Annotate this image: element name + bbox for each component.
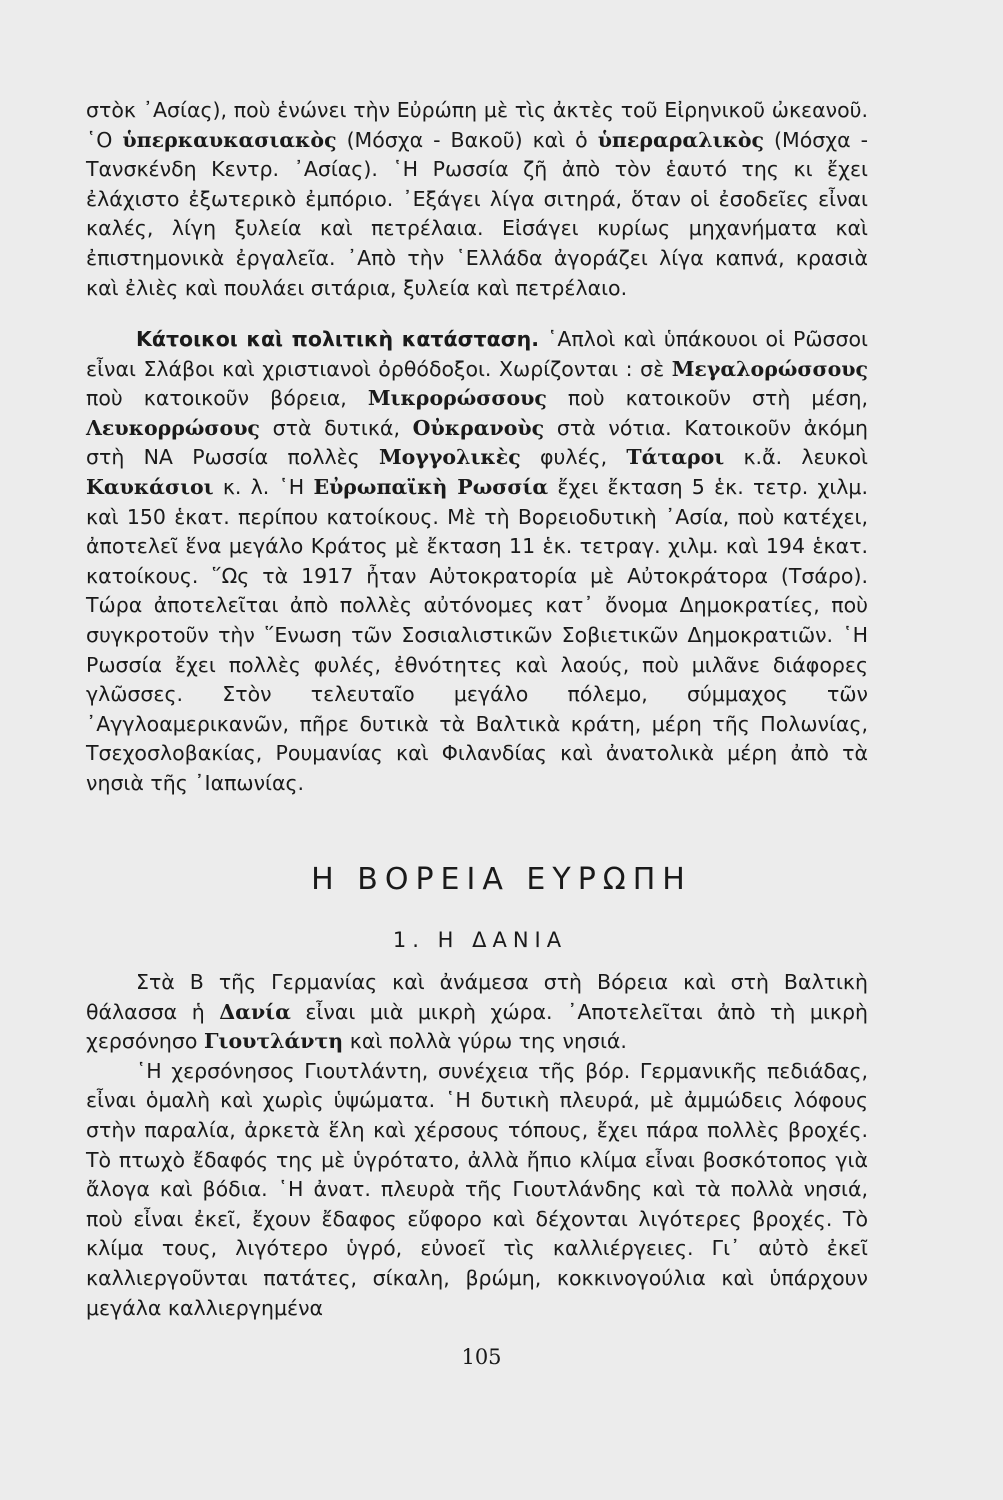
page-number: 105 xyxy=(461,1345,502,1369)
bold-term: Μικρορώσσους xyxy=(367,386,547,411)
bold-term: Μογγολικὲς xyxy=(378,445,521,470)
bold-term: Μεγαλορώσσους xyxy=(671,356,868,381)
text-run: ῾Απλοὶ καὶ ὑπάκουοι οἱ Ρῶσσοι εἶναι Σλάβοι καὶ χριστιανοὶ ὀρθόδοξοι. Χωρίζονται : σὲ xyxy=(86,327,868,381)
bold-term: Γιουτλάντη xyxy=(203,1029,344,1054)
text-run: εἶναι μιὰ μικρὴ χώρα. ᾽Αποτελεῖται ἀπὸ τὴ μικρὴ χερσόνησο xyxy=(86,999,868,1054)
paragraphs-dania xyxy=(86,968,868,1323)
bold-term: ὑπεραραλικὸς xyxy=(597,127,765,152)
text-run: φυλές, xyxy=(520,445,627,470)
bold-term: Τάταροι xyxy=(626,445,725,470)
paragraph-text xyxy=(86,96,868,303)
bold-term: Καυκάσιοι xyxy=(86,474,214,499)
text-run: ποὺ κατοικοῦν στὴ μέση, xyxy=(546,386,868,411)
inline-heading: Κάτοικοι καὶ πολιτικὴ κατάσταση. xyxy=(136,327,540,351)
paragraph-russia-population xyxy=(86,325,868,799)
text-run: καὶ πολλὰ γύρω της νησιά. xyxy=(343,1029,627,1054)
bold-term: ὑπερκαυκασιακὸς xyxy=(122,127,337,152)
text-run: (Μόσχα - Τανσκένδη Κεντρ. ᾽Ασίας). ῾Η Ρωσσία ζῆ ἀπὸ τὸν ἑαυτό της κι ἔχει ἐλάχιστο ἐξωτερικὸ ἐμπόριο. ᾽Εξάγει λίγα σιτηρά, ὅταν οἱ ἐσοδεῖες εἶναι καλές, λίγη ξυλεία καὶ πετρέλαια. Εἰσάγει κυρίως μηχανήματα καὶ ἐπιστημονικὰ ἐργαλεῖα. ᾽Απὸ τὴν ῾Ελλάδα ἀγοράζει λίγα καπνά, κρασιὰ καὶ ἐλιὲς καὶ πουλάει σιτάρια, ξυλεία καὶ πετρέλαιο. xyxy=(86,127,868,300)
text-run: (Μόσχα - Βακοῦ) καὶ ὁ xyxy=(336,127,598,152)
text-run: στὰ δυτικά, xyxy=(259,415,413,440)
text-run: κ. λ. ῾Η xyxy=(213,474,314,499)
section-title: 1. Η ΔΑΝΙΑ xyxy=(392,928,568,952)
text-run: Στὰ Β τῆς Γερμανίας καὶ ἀνάμεσα στὴ Βόρεια καὶ στὴ Βαλτικὴ θάλασσα ἡ xyxy=(86,970,868,1024)
paragraph-text xyxy=(86,325,868,799)
text-run: στὰ νότια. Κατοικοῦν ἀκόμη στὴ ΝΑ Ρωσσία πολλὲς xyxy=(86,415,868,470)
bold-term: Λευκορρώσους xyxy=(86,415,260,440)
paragraph-text xyxy=(86,968,868,1057)
text-run: ἔχει ἔκταση 5 ἑκ. τετρ. χιλμ. καὶ 150 ἑκατ. περίπου κατοίκους. Μὲ τὴ Βορειοδυτικὴ ᾽Ασία, ποὺ κατέχει, ἀποτελεῖ ἕνα μεγάλο Κράτος μὲ ἔκταση 11 ἑκ. τετραγ. χιλμ. καὶ 194 ἑκατ. κατοίκους. ῞Ως τὰ 1917 ἦταν Αὐτοκρατορία μὲ Αὐτοκράτορα (Τσάρο). Τώρα ἀποτελεῖται ἀπὸ πολλὲς αὐτόνομες κατ᾽ ὄνομα Δημοκρατίες, ποὺ συγκροτοῦν τὴν ῞Ενωση τῶν Σοσιαλιστικῶν Σοβιετικῶν Δημοκρατιῶν. ῾Η Ρωσσία ἔχει πολλὲς φυλές, ἐθνότητες καὶ λαούς, ποὺ μιλᾶνε διάφορες γλῶσσες. Στὸν τελευταῖο μεγάλο πόλεμο, σύμμαχος τῶν ᾽Αγγλοαμερικανῶν, πῆρε δυτικὰ τὰ Βαλτικὰ κράτη, μέρη τῆς Πολωνίας, Τσεχοσλοβακίας, Ρουμανίας καὶ Φιλανδίας καὶ ἀνατολικὰ μέρη ἀπὸ τὰ νησιὰ τῆς ᾽Ιαπωνίας. xyxy=(86,474,868,795)
chapter-title: Η ΒΟΡΕΙΑ ΕΥΡΩΠΗ xyxy=(311,862,692,897)
bold-term: Εὐρωπαϊκὴ Ρωσσία xyxy=(313,474,549,499)
bold-term: Οὐκρανοὺς xyxy=(412,415,545,440)
paragraph-russia-trade xyxy=(86,96,868,303)
text-run: κ.ἄ. λευκοὶ xyxy=(724,445,868,470)
paragraph-text: ῾Η χερσόνησος Γιουτλάντη, συνέχεια τῆς βόρ. Γερμανικῆς πεδιάδας, εἶναι ὁμαλὴ καὶ χωρὶς ὑψώματα. ῾Η δυτικὴ πλευρά, μὲ ἀμμώδεις λόφους στὴν παραλία, ἀρκετὰ ἕλη καὶ χέρσους τόπους, ἔχει πάρα πολλὲς βροχές. Τὸ πτωχὸ ἔδαφός της μὲ ὑγρότατο, ἀλλὰ ἤπιο κλίμα εἶναι βοσκότοπος γιὰ ἄλογα καὶ βόδια. ῾Η ἀνατ. πλευρὰ τῆς Γιουτλάνδης καὶ τὰ πολλὰ νησιά, ποὺ εἶναι ἐκεῖ, ἔχουν ἔδαφος εὔφορο καὶ δέχονται λιγότερες βροχές. Τὸ κλίμα τους, λιγότερο ὑγρό, εὐνοεῖ τὶς καλλιέργειες. Γι᾽ αὐτὸ ἐκεῖ καλλιεργοῦνται πατάτες, σίκαλη, βρώμη, κοκκινογούλια καὶ ὑπάρχουν μεγάλα καλλιεργημένα xyxy=(86,1058,868,1320)
text-run: ποὺ κατοικοῦν βόρεια, xyxy=(86,386,368,411)
bold-term: Δανία xyxy=(219,999,291,1024)
text-run: στὸκ ᾽Ασίας), ποὺ ἑνώνει τὴν Εὐρώπη μὲ τὶς ἀκτὲς τοῦ Εἰρηνικοῦ ὠκεανοῦ. ῾Ο xyxy=(86,98,868,152)
